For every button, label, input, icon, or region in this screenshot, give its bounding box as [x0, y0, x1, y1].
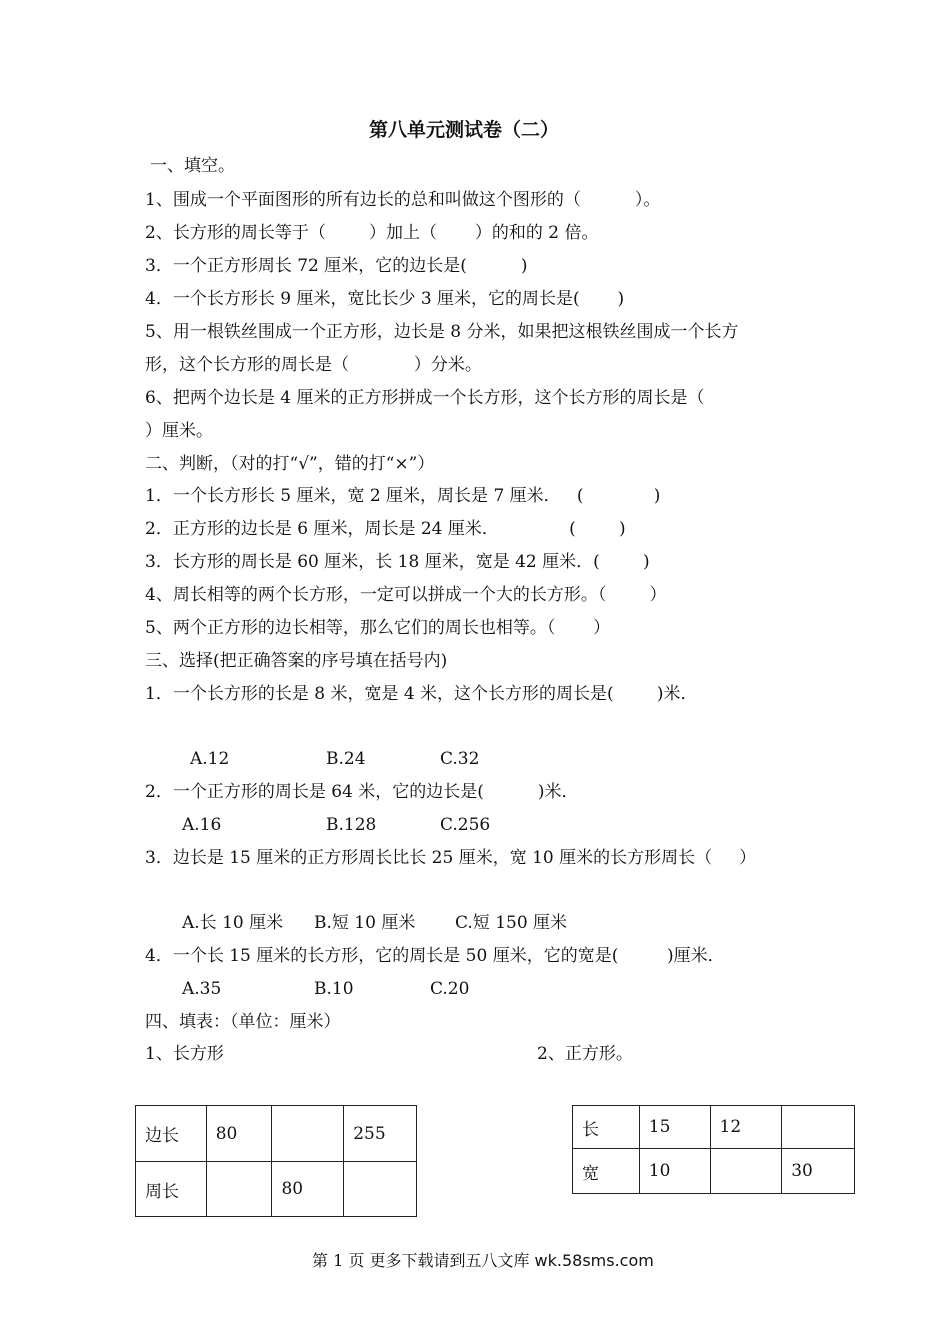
footer-link: wk.58sms.com	[534, 1251, 654, 1270]
table-1-label: 1、长方形	[145, 1044, 224, 1064]
section-1-heading: 一、填空。	[150, 156, 235, 176]
choice-1-option-c: C.32	[440, 749, 480, 769]
choice-3-option-c: C.短 150 厘米	[455, 913, 568, 933]
table-row	[136, 1162, 417, 1217]
table-cell	[782, 1106, 855, 1149]
choice-4-option-a: A.35	[182, 979, 222, 999]
choice-3-option-a: A.长 10 厘米	[182, 913, 284, 933]
footer-text: 第 1 页 更多下载请到五八文库	[312, 1251, 535, 1270]
choice-1-option-a: A.12	[190, 749, 230, 769]
table-row	[136, 1106, 417, 1162]
choice-4-option-c: C.20	[430, 979, 470, 999]
table-cell	[206, 1162, 272, 1217]
judge-question-2: 2．正方形的边长是 6 厘米，周长是 24 厘米． ( )	[145, 519, 626, 539]
section-3-heading: 三、选择(把正确答案的序号填在括号内)	[145, 651, 448, 671]
choice-3-option-b: B.短 10 厘米	[314, 913, 416, 933]
section-4-heading: 四、填表：（单位：厘米）	[145, 1012, 341, 1032]
square-table	[572, 1105, 855, 1194]
page-title: 第八单元测试卷（二）	[369, 119, 560, 141]
table-cell: 长	[573, 1106, 640, 1149]
table-cell: 80	[272, 1162, 344, 1217]
fill-question-5-line2: 形，这个长方形的周长是（ ）分米。	[145, 355, 482, 375]
table-cell	[344, 1162, 417, 1217]
choice-question-3: 3．边长是 15 厘米的正方形周长比长 25 厘米，宽 10 厘米的长方形周长（ ）	[145, 848, 757, 868]
choice-2-option-b: B.128	[326, 815, 377, 835]
table-cell: 255	[344, 1106, 417, 1162]
table-cell: 宽	[573, 1149, 640, 1194]
table-cell: 周长	[136, 1162, 207, 1217]
fill-question-6-line1: 6、把两个边长是 4 厘米的正方形拼成一个长方形，这个长方形的周长是（	[145, 388, 705, 408]
judge-question-4: 4、周长相等的两个长方形，一定可以拼成一个大的长方形。（ ）	[145, 585, 667, 605]
fill-question-3: 3．一个正方形周长 72 厘米，它的边长是( )	[145, 256, 528, 276]
fill-question-5-line1: 5、用一根铁丝围成一个正方形，边长是 8 分米，如果把这根铁丝围成一个长方	[145, 322, 739, 342]
rectangle-table	[135, 1105, 417, 1217]
choice-question-4: 4．一个长 15 厘米的长方形，它的周长是 50 厘米，它的宽是( )厘米．	[145, 946, 725, 966]
fill-question-1: 1、围成一个平面图形的所有边长的总和叫做这个图形的（ ）。	[145, 190, 661, 210]
table-cell	[272, 1106, 344, 1162]
table-cell: 15	[639, 1106, 710, 1149]
judge-question-5: 5、两个正方形的边长相等，那么它们的周长也相等。（ ）	[145, 618, 611, 638]
table-cell: 12	[710, 1106, 782, 1149]
table-cell: 10	[639, 1149, 710, 1194]
choice-question-1: 1．一个长方形的长是 8 米，宽是 4 米，这个长方形的周长是( )米．	[145, 684, 698, 704]
table-cell	[710, 1149, 782, 1194]
table-row	[573, 1106, 855, 1149]
section-2-heading: 二、判断，（对的打“√”，错的打“×”）	[145, 454, 435, 474]
table-cell: 30	[782, 1149, 855, 1194]
choice-2-option-a: A.16	[182, 815, 222, 835]
judge-question-3: 3．长方形的周长是 60 厘米，长 18 厘米，宽是 42 厘米．( )	[145, 552, 650, 572]
table-cell: 80	[206, 1106, 272, 1162]
fill-question-6-line2: ）厘米。	[145, 421, 213, 441]
choice-4-option-b: B.10	[314, 979, 354, 999]
table-2-label: 2、正方形。	[537, 1044, 633, 1064]
judge-question-1: 1．一个长方形长 5 厘米，宽 2 厘米，周长是 7 厘米． ( )	[145, 486, 661, 506]
choice-1-option-b: B.24	[326, 749, 366, 769]
page-footer	[312, 1253, 654, 1269]
fill-question-2: 2、长方形的周长等于（ ）加上（ ）的和的 2 倍。	[145, 223, 599, 243]
choice-question-2: 2．一个正方形的周长是 64 米，它的边长是( )米．	[145, 782, 579, 802]
choice-2-option-c: C.256	[440, 815, 491, 835]
table-cell: 边长	[136, 1106, 207, 1162]
fill-question-4: 4．一个长方形长 9 厘米，宽比长少 3 厘米，它的周长是( )	[145, 289, 625, 309]
table-row	[573, 1149, 855, 1194]
